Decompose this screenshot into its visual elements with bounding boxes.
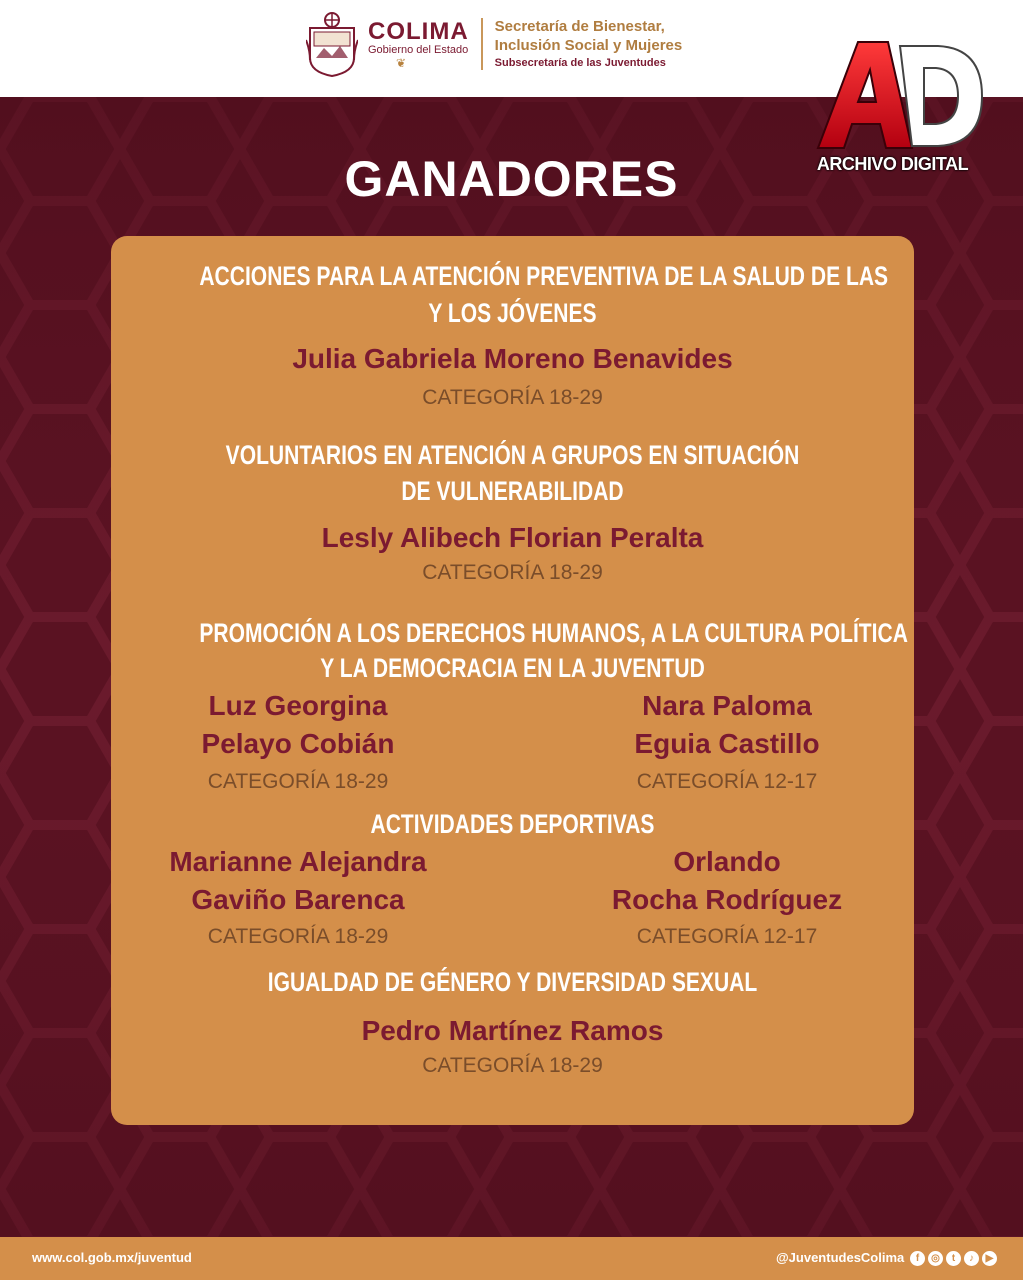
page-title: GANADORES xyxy=(344,151,679,207)
facebook-icon[interactable]: f xyxy=(910,1251,925,1266)
award-category-1-line-2: Y LOS JÓVENES xyxy=(428,298,597,328)
winner-name-line-1: Marianne Alejandra xyxy=(169,846,427,877)
award-category-1-line-1: ACCIONES PARA LA ATENCIÓN PREVENTIVA DE LA SALUD DE LAS xyxy=(199,261,889,291)
subsecretaria-label: Subsecretaría de las Juventudes xyxy=(494,57,666,69)
logo-subtitle: Gobierno del Estado xyxy=(368,43,469,56)
social-handle[interactable]: @JuventudesColima xyxy=(776,1250,905,1265)
ornament-icon: ❦ xyxy=(396,55,407,70)
instagram-icon[interactable]: ◎ xyxy=(928,1251,943,1266)
winner-name-line-1: Luz Georgina xyxy=(208,690,388,721)
footer-url-link[interactable]: www.col.gob.mx/juventud xyxy=(32,1250,192,1265)
logo-wordmark: COLIMA xyxy=(368,17,469,45)
secretaria-line-2: Inclusión Social y Mujeres xyxy=(494,37,683,54)
winner-age-category: CATEGORÍA 18-29 xyxy=(422,386,603,409)
winner-age-category: CATEGORÍA 12-17 xyxy=(636,770,818,793)
award-category-3-line-1: PROMOCIÓN A LOS DERECHOS HUMANOS, A LA CULTURA POLÍTICA xyxy=(199,618,908,648)
winner-name-line-2: Pelayo Cobián xyxy=(201,728,395,759)
social-icons xyxy=(910,1251,997,1266)
award-category-2-line-1: VOLUNTARIOS EN ATENCIÓN A GRUPOS EN SITUACIÓN xyxy=(225,440,800,470)
award-category-4: ACTIVIDADES DEPORTIVAS xyxy=(370,809,655,839)
winner-age-category: CATEGORÍA 18-29 xyxy=(207,925,389,948)
winner-name-line-1: Nara Paloma xyxy=(642,690,812,721)
winner-age-category: CATEGORÍA 12-17 xyxy=(636,925,818,948)
winner-age-category: CATEGORÍA 18-29 xyxy=(207,770,389,793)
winners-panel xyxy=(111,236,914,1125)
winner-name: Pedro Martínez Ramos xyxy=(361,1015,664,1046)
winner-name: Julia Gabriela Moreno Benavides xyxy=(292,343,733,374)
youtube-icon[interactable]: ▶ xyxy=(982,1251,997,1266)
government-logo xyxy=(306,8,682,80)
winner-age-category: CATEGORÍA 18-29 xyxy=(422,1054,603,1077)
twitter-icon[interactable]: t xyxy=(946,1251,961,1266)
award-category-2-line-2: DE VULNERABILIDAD xyxy=(401,476,624,506)
winner-name-line-2: Rocha Rodríguez xyxy=(611,884,843,915)
award-category-5: IGUALDAD DE GÉNERO Y DIVERSIDAD SEXUAL xyxy=(267,967,758,997)
header-divider xyxy=(481,18,483,70)
award-category-3-line-2: Y LA DEMOCRACIA EN LA JUVENTUD xyxy=(320,653,705,683)
footer-bar xyxy=(0,1237,1023,1280)
archivo-digital-caption: ARCHIVO DIGITAL xyxy=(816,154,969,174)
secretaria-line-1: Secretaría de Bienestar, xyxy=(494,18,665,35)
winner-name-line-1: Orlando xyxy=(673,846,781,877)
winner-age-category: CATEGORÍA 18-29 xyxy=(422,561,603,584)
tiktok-icon[interactable]: ♪ xyxy=(964,1251,979,1266)
secretaria-block xyxy=(495,17,683,71)
winner-name: Lesly Alibech Florian Peralta xyxy=(321,522,704,553)
winner-name-line-2: Eguia Castillo xyxy=(634,728,820,759)
winner-name-line-2: Gaviño Barenca xyxy=(191,884,405,915)
colima-crest-icon xyxy=(306,10,358,78)
